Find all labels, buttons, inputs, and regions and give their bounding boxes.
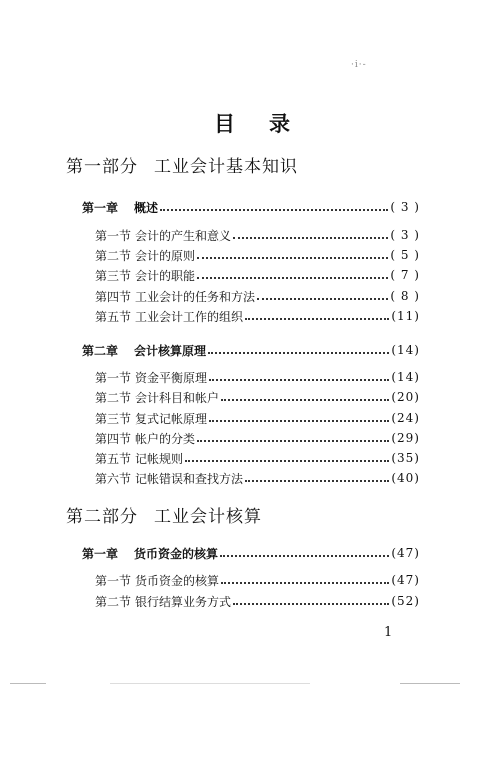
toc-section-row xyxy=(95,469,420,487)
leader-dots xyxy=(257,290,388,300)
leader-dots xyxy=(209,412,389,422)
page-number: ( 8 ) xyxy=(390,289,420,303)
page-number: (35) xyxy=(391,451,420,465)
page-folio: 1 xyxy=(384,625,393,640)
toc-chapter-row xyxy=(82,198,420,216)
page-number: (29) xyxy=(391,431,420,445)
section-number: 第三节 xyxy=(95,268,132,283)
section-title: 会计的原则 xyxy=(135,248,196,263)
leader-dots xyxy=(233,229,388,239)
toc-section-row xyxy=(95,368,420,386)
section-number: 第二节 xyxy=(95,390,132,405)
chapter-number: 第一章 xyxy=(82,546,119,561)
section-number: 第一节 xyxy=(95,573,132,588)
leader-dots xyxy=(245,472,389,482)
page-number: (24) xyxy=(391,411,420,425)
section-number: 第四节 xyxy=(95,431,132,446)
section-number: 第一节 xyxy=(95,228,132,243)
page-title: 目录 xyxy=(214,112,324,136)
page-number: (52) xyxy=(391,594,420,608)
section-number: 第四节 xyxy=(95,289,132,304)
leader-dots xyxy=(233,595,389,605)
page-number: ( 7 ) xyxy=(390,268,420,282)
part-name: 工业会计核算 xyxy=(154,507,262,527)
leader-dots xyxy=(160,201,388,211)
leader-dots xyxy=(197,269,388,279)
section-title: 工业会计工作的组织 xyxy=(135,309,244,324)
toc-chapter-row xyxy=(82,544,420,562)
page-number: (20) xyxy=(391,390,420,404)
section-title: 资金平衡原理 xyxy=(135,370,208,385)
toc-section-row xyxy=(95,307,420,325)
chapter-title: 会计核算原理 xyxy=(134,343,207,358)
toc-section-row xyxy=(95,592,420,610)
part-heading xyxy=(66,152,298,177)
toc-section-row xyxy=(95,409,420,427)
section-number: 第五节 xyxy=(95,309,132,324)
leader-dots xyxy=(185,452,389,462)
page-number: (47) xyxy=(391,546,420,560)
toc-section-row xyxy=(95,388,420,406)
toc-section-row xyxy=(95,429,420,447)
part-label: 第二部分 xyxy=(66,507,138,527)
leader-dots xyxy=(208,344,389,354)
section-number: 第二节 xyxy=(95,594,132,609)
section-title: 会计的产生和意义 xyxy=(135,228,232,243)
page-number: (14) xyxy=(391,343,420,357)
section-title: 记帐错误和查找方法 xyxy=(135,471,244,486)
chapter-number: 第一章 xyxy=(82,200,119,215)
section-title: 记帐规则 xyxy=(135,451,184,466)
toc-chapter-row xyxy=(82,341,420,359)
scan-artifact xyxy=(400,683,460,684)
section-number: 第三节 xyxy=(95,411,132,426)
section-number: 第五节 xyxy=(95,451,132,466)
section-number: 第二节 xyxy=(95,248,132,263)
scan-artifact xyxy=(110,683,310,684)
leader-dots xyxy=(197,432,389,442)
section-title: 会计科目和帐户 xyxy=(135,390,220,405)
page-number: ( 3 ) xyxy=(390,200,420,214)
leader-dots xyxy=(220,547,389,557)
section-title: 会计的职能 xyxy=(135,268,196,283)
page-number: (40) xyxy=(391,471,420,485)
toc-section-row xyxy=(95,226,420,244)
part-label: 第一部分 xyxy=(66,157,138,177)
section-title: 货币资金的核算 xyxy=(135,573,220,588)
chapter-number: 第二章 xyxy=(82,343,119,358)
part-name: 工业会计基本知识 xyxy=(154,157,298,177)
page-number: ( 5 ) xyxy=(390,248,420,262)
leader-dots xyxy=(245,310,389,320)
section-title: 银行结算业务方式 xyxy=(135,594,232,609)
toc-section-row xyxy=(95,246,420,264)
toc-section-row xyxy=(95,287,420,305)
part-heading xyxy=(66,502,262,527)
section-title: 帐户的分类 xyxy=(135,431,196,446)
page-mark: ·i·- xyxy=(351,60,367,70)
leader-dots xyxy=(197,249,388,259)
toc-section-row xyxy=(95,266,420,284)
toc-section-row xyxy=(95,449,420,467)
leader-dots xyxy=(221,391,389,401)
section-title: 复式记帐原理 xyxy=(135,411,208,426)
leader-dots xyxy=(209,371,389,381)
section-title: 工业会计的任务和方法 xyxy=(135,289,256,304)
chapter-title: 概述 xyxy=(134,200,159,215)
page-number: (11) xyxy=(391,309,420,323)
page-number: ( 3 ) xyxy=(390,228,420,242)
scan-artifact xyxy=(10,683,46,684)
page-number: (47) xyxy=(391,573,420,587)
leader-dots xyxy=(221,574,389,584)
page-number: (14) xyxy=(391,370,420,384)
chapter-title: 货币资金的核算 xyxy=(134,546,219,561)
toc-section-row xyxy=(95,571,420,589)
section-number: 第一节 xyxy=(95,370,132,385)
section-number: 第六节 xyxy=(95,471,132,486)
